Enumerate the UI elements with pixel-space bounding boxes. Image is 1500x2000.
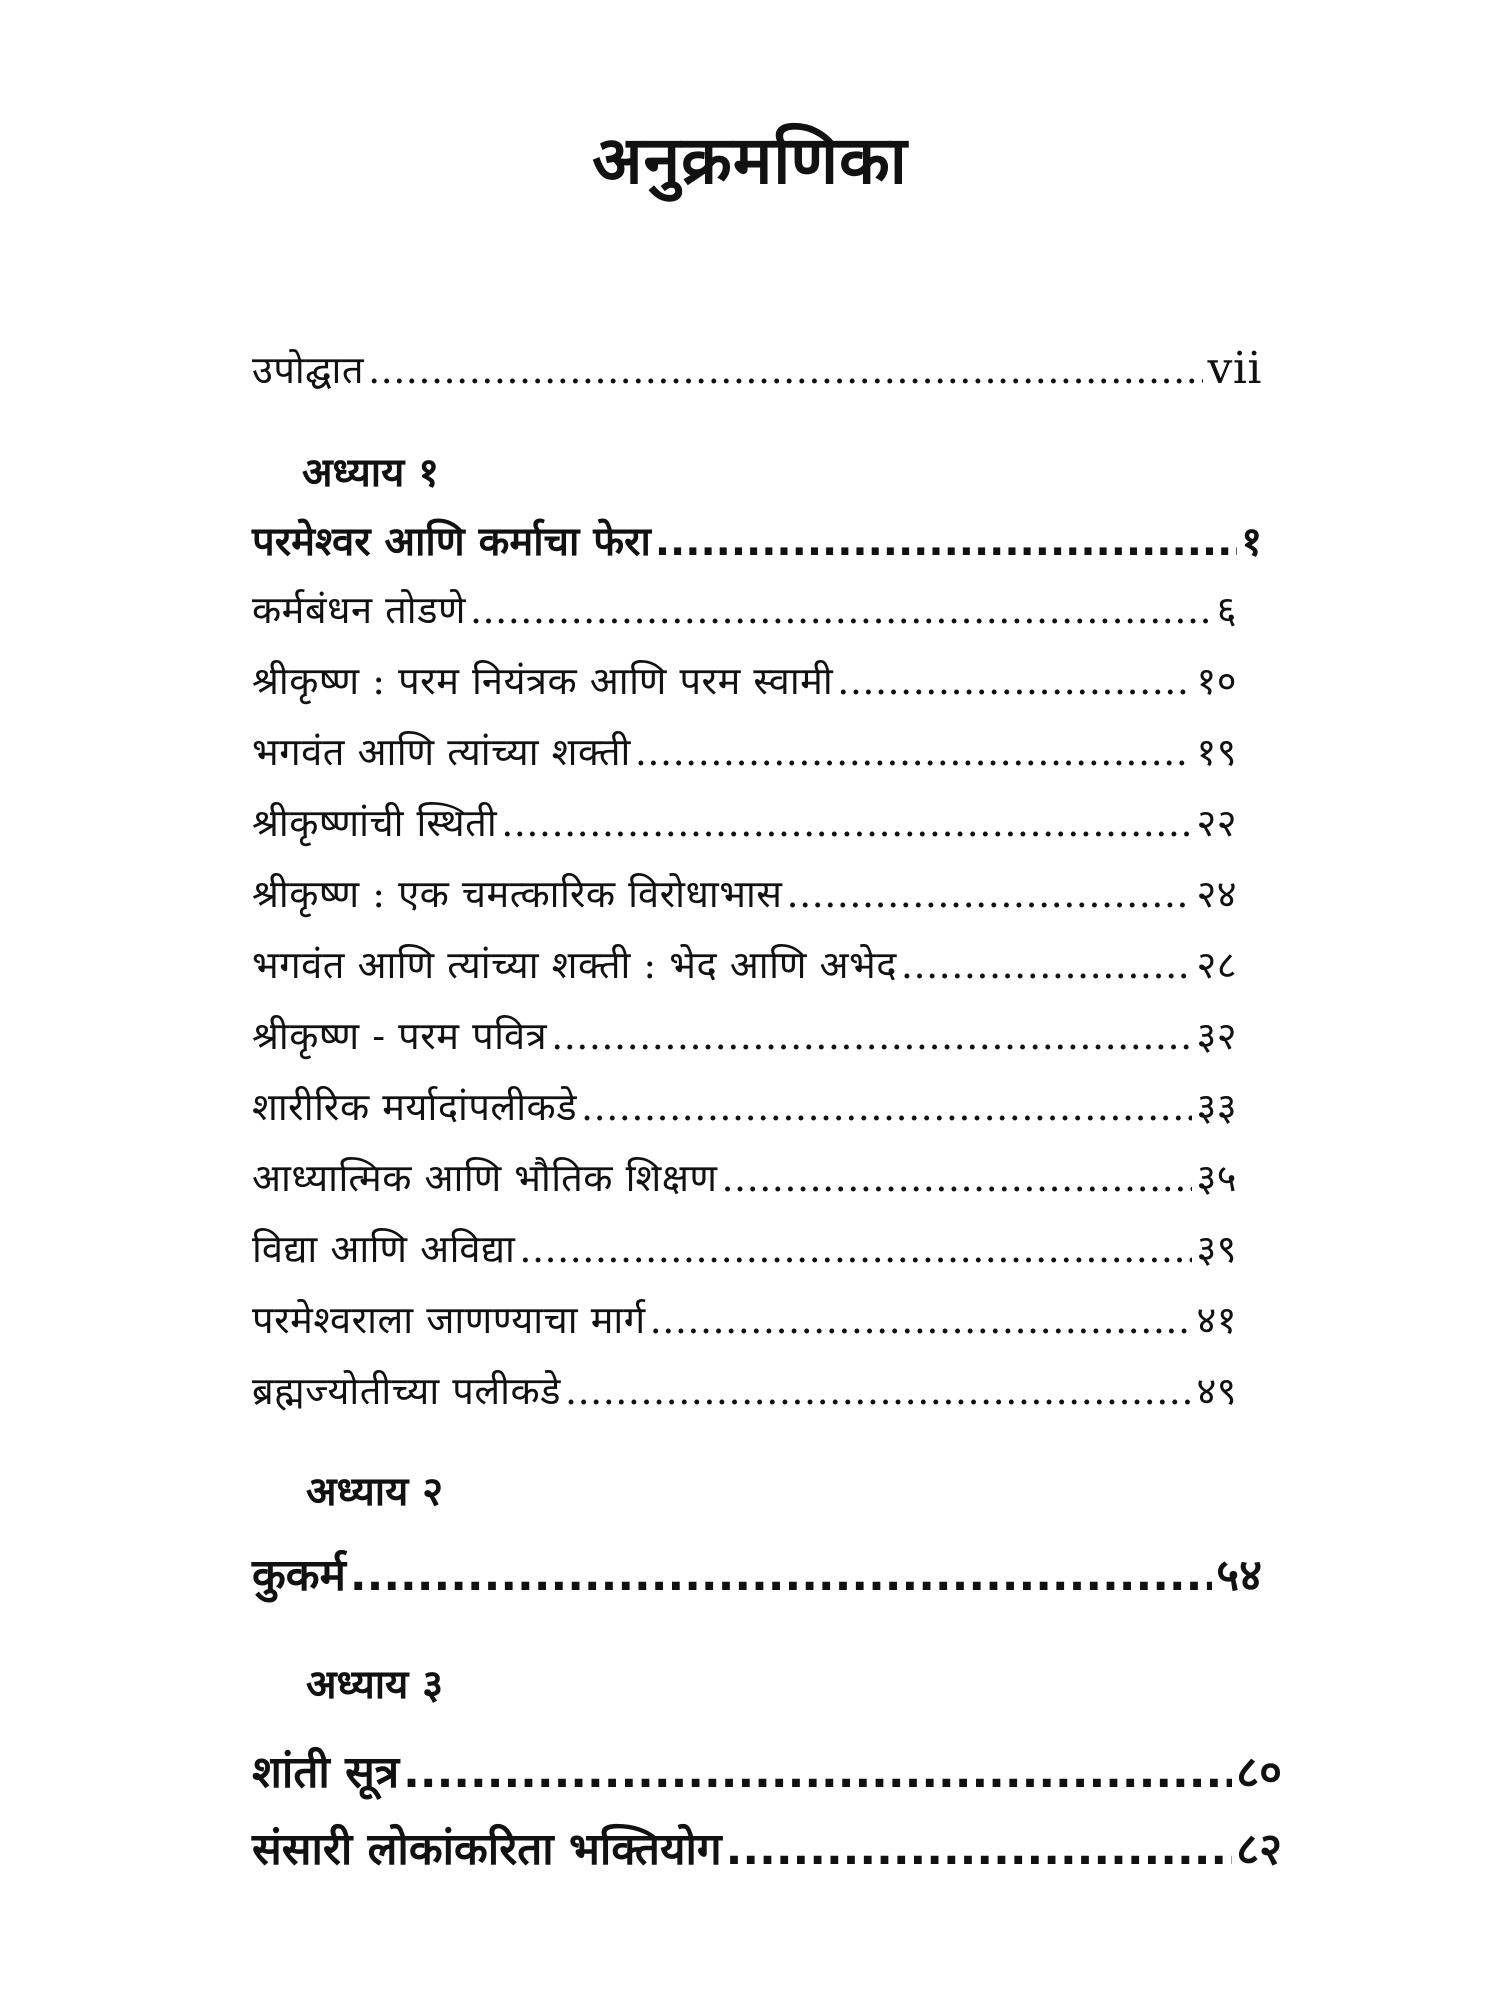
toc-entry-page: ३३ bbox=[1196, 1085, 1237, 1129]
dot-leader bbox=[470, 590, 1213, 632]
dot-leader bbox=[551, 1016, 1192, 1058]
toc-entry-label: कुकर्म bbox=[252, 1550, 346, 1601]
toc-entry[interactable] bbox=[252, 590, 1237, 632]
dot-leader bbox=[368, 350, 1203, 392]
toc-entry-page: २८ bbox=[1196, 943, 1237, 987]
toc-entry[interactable] bbox=[252, 1016, 1237, 1058]
toc-chapter-title[interactable] bbox=[252, 520, 1262, 564]
toc-entry-label: कर्मबंधन तोडणे bbox=[252, 588, 466, 632]
toc-entry-label: आध्यात्मिक आणि भौतिक शिक्षण bbox=[252, 1156, 718, 1200]
toc-entry[interactable] bbox=[252, 945, 1237, 987]
toc-entry-label: उपोद्घात bbox=[252, 348, 365, 392]
toc-entry-label: श्रीकृष्ण : एक चमत्कारिक विरोधाभास bbox=[252, 872, 783, 916]
toc-chapter-title[interactable] bbox=[252, 1749, 1282, 1797]
dot-leader bbox=[650, 1300, 1193, 1342]
toc-entry-page: ६ bbox=[1216, 588, 1237, 632]
dot-leader bbox=[837, 661, 1192, 703]
toc-entry-page: ४१ bbox=[1196, 1298, 1237, 1342]
dot-leader bbox=[786, 874, 1192, 916]
toc-entry[interactable] bbox=[252, 732, 1237, 774]
toc-entry-page: १९ bbox=[1196, 730, 1237, 774]
toc-entry-label: श्रीकृष्ण : परम नियंत्रक आणि परम स्वामी bbox=[252, 659, 834, 703]
toc-entry-page: २४ bbox=[1196, 872, 1237, 916]
toc-chapter-title[interactable] bbox=[252, 1826, 1282, 1874]
toc-entry-page: ३५ bbox=[1196, 1156, 1237, 1200]
toc-entry[interactable] bbox=[252, 1158, 1237, 1200]
dot-leader bbox=[350, 1552, 1212, 1600]
dot-leader bbox=[726, 1826, 1233, 1874]
toc-entry-page: ३२ bbox=[1196, 1014, 1237, 1058]
toc-entry[interactable] bbox=[252, 1371, 1237, 1413]
dot-leader bbox=[721, 1158, 1192, 1200]
dot-leader bbox=[581, 1087, 1192, 1129]
page-title: अनुक्रमणिका bbox=[592, 122, 908, 199]
toc-entry-page: ४९ bbox=[1196, 1369, 1237, 1413]
dot-leader bbox=[655, 520, 1237, 564]
toc-entry-label: परमेश्वर आणि कर्माचा फेरा bbox=[252, 519, 651, 565]
toc-entry-intro[interactable] bbox=[252, 345, 1262, 393]
chapter-heading-3: अध्याय ३ bbox=[306, 1662, 444, 1708]
toc-entry[interactable] bbox=[252, 1300, 1237, 1342]
dot-leader bbox=[565, 1371, 1192, 1413]
chapter-heading-2: अध्याय २ bbox=[306, 1469, 444, 1515]
dot-leader bbox=[635, 732, 1193, 774]
dot-leader bbox=[901, 945, 1193, 987]
dot-leader bbox=[501, 803, 1192, 845]
toc-entry-label: संसारी लोकांकरिता भक्तियोग bbox=[252, 1824, 722, 1875]
toc-entry-page: २२ bbox=[1196, 801, 1237, 845]
toc-entry-label: विद्या आणि अविद्या bbox=[252, 1227, 516, 1271]
dot-leader bbox=[403, 1749, 1232, 1797]
toc-entry-label: श्रीकृष्ण - परम पवित्र bbox=[252, 1014, 548, 1058]
toc-entry-label: शारीरिक मर्यादांपलीकडे bbox=[252, 1085, 578, 1129]
toc-entry[interactable] bbox=[252, 1229, 1237, 1271]
toc-entry-page: ८२ bbox=[1236, 1824, 1282, 1875]
toc-entry[interactable] bbox=[252, 1087, 1237, 1129]
toc-entry-label: भगवंत आणि त्यांच्या शक्ती bbox=[252, 730, 631, 774]
toc-entry-page: ५४ bbox=[1216, 1550, 1262, 1601]
toc-entry-label: ब्रह्मज्योतीच्या पलीकडे bbox=[252, 1369, 561, 1413]
toc-entry-page: १० bbox=[1196, 659, 1237, 703]
toc-entry-page: ३९ bbox=[1196, 1227, 1237, 1271]
toc-entry-page: ८० bbox=[1236, 1747, 1282, 1798]
toc-entry-label: शांती सूत्र bbox=[252, 1747, 400, 1798]
toc-entry-page: १ bbox=[1241, 519, 1262, 565]
toc-entry[interactable] bbox=[252, 874, 1237, 916]
toc-entry-page: vii bbox=[1207, 343, 1262, 394]
toc-entry-label: श्रीकृष्णांची स्थिती bbox=[252, 801, 498, 845]
toc-entry[interactable] bbox=[252, 661, 1237, 703]
dot-leader bbox=[519, 1229, 1192, 1271]
toc-entry-label: भगवंत आणि त्यांच्या शक्ती : भेद आणि अभेद bbox=[252, 943, 897, 987]
toc-entry-label: परमेश्वराला जाणण्याचा मार्ग bbox=[252, 1298, 646, 1342]
toc-entry[interactable] bbox=[252, 803, 1237, 845]
toc-chapter-title[interactable] bbox=[252, 1552, 1262, 1600]
chapter-heading-1: अध्याय १ bbox=[302, 450, 440, 496]
